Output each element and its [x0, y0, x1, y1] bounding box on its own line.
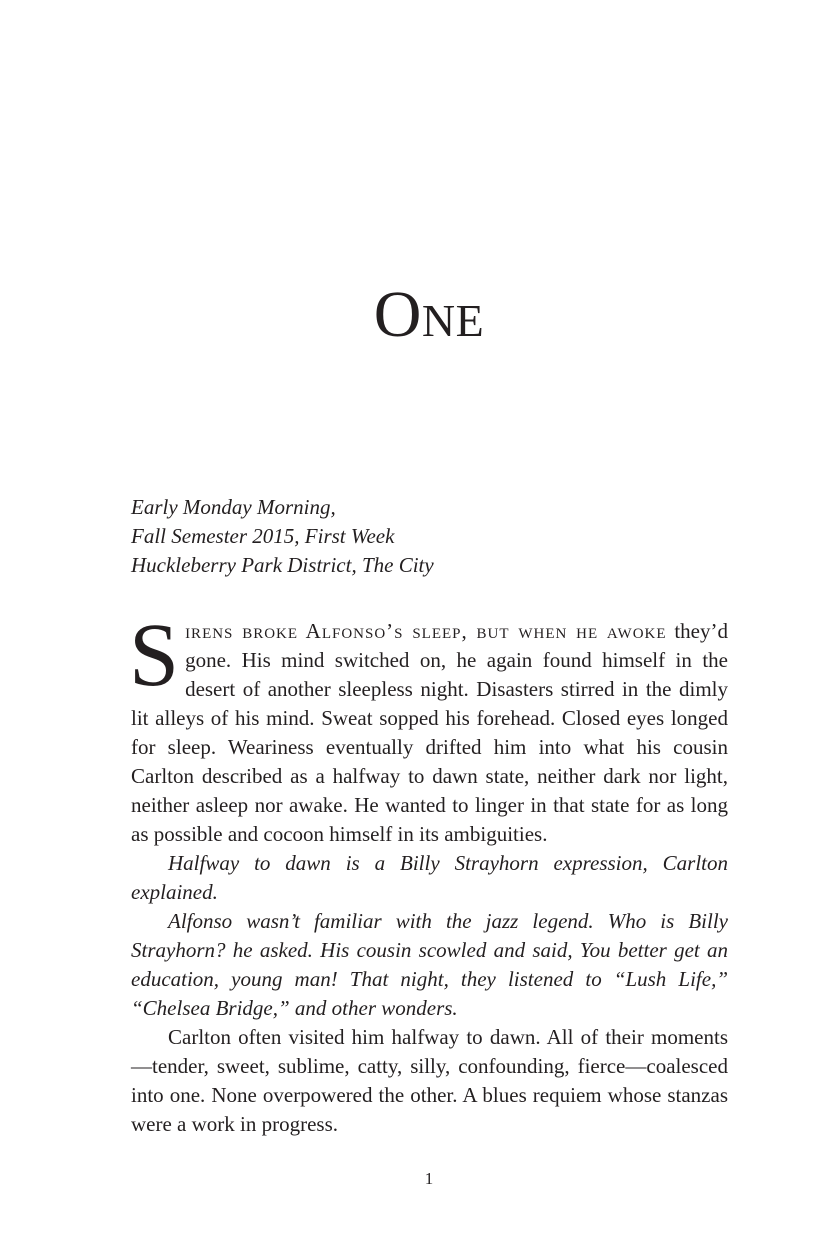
paragraph-4: Carlton often visited him halfway to dawn. All of their moments—tender, sweet, sublime, catty, silly, confounding, fierce—coalesced into one. None overpowered the other. A blues requiem whose stanzas were a work in progress. — [131, 1025, 728, 1136]
drop-cap: S — [129, 606, 180, 705]
chapter-title: One — [373, 278, 485, 351]
lead-in-small-caps: irens broke Alfonso’s sleep, but when he awoke — [185, 619, 667, 643]
paragraph-3: Alfonso wasn’t familiar with the jazz legend. Who is Billy Strayhorn? he asked. His cousin scowled and said, You better get an education, young man! That night, they listened to “Lush Life,” “Chelsea Bridge,” and other wonders. — [131, 909, 728, 1020]
page-number: 1 — [424, 1169, 434, 1188]
dateline-line: Huckleberry Park District, The City — [131, 553, 434, 577]
dateline-line: Fall Semester 2015, First Week — [131, 524, 395, 548]
paragraph-text: they’d gone. His mind switched on, he again found himself in the desert of another sleepless night. Disasters stirred in the dimly lit alleys of his mind. Sweat sopped his forehead. Closed eyes longed for sleep. Weariness eventually drifted him into what his cousin Carlton described as a halfway to dawn state, neither dark nor light, neither asleep nor awake. He wanted to linger in that state for as long as possible and cocoon himself in its ambiguities. — [131, 619, 728, 846]
dateline-line: Early Monday Morning, — [131, 495, 336, 519]
paragraph-2: Halfway to dawn is a Billy Strayhorn expression, Carlton explained. — [131, 851, 728, 904]
body-text — [129, 606, 728, 1139]
dateline — [131, 493, 731, 580]
paragraph-1 — [129, 606, 728, 849]
